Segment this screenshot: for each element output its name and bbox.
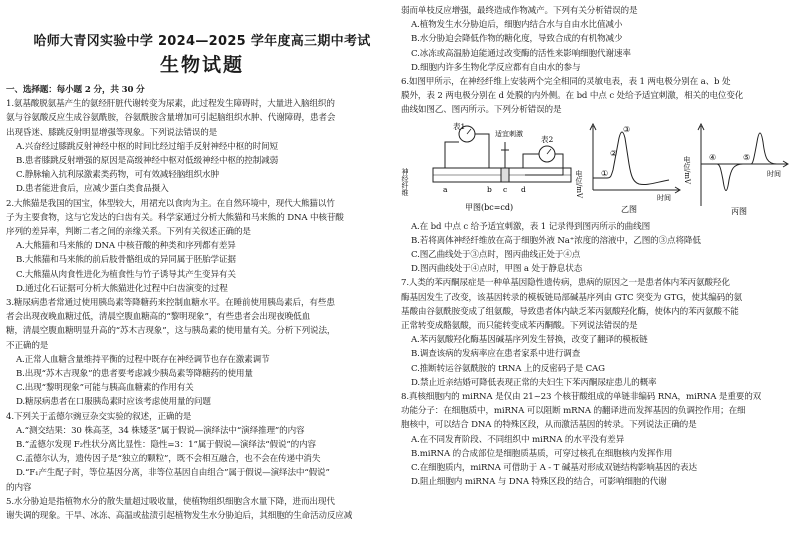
answer-option: C.大熊猫从肉食性进化为植食性与竹子诱导其产生变异有关 [16,269,236,280]
figure-c-caption: 丙图 [731,206,747,216]
right-top-question-text [401,4,791,118]
question-line: 糖，清晨空腹血糖明显升高的“苏木吉现象”，这与胰岛素的使用量有关。分析下列说法， [6,326,336,337]
figure-b-potential-curve [577,120,683,218]
answer-option: C.在细胞质内，miRNA 可借助于 A - T 碱基对形成双链结构影响基因的表达 [411,463,697,474]
question-line: 1.氨基酸脱氨基产生的氨经肝脏代谢转变为尿素，此过程发生障碍时，大量进入脑组织的 [6,99,335,110]
question-line: 出现昏迷、膝跳反射明显增强等现象。下列说法错误的是 [6,127,218,138]
question-line: 谢失调的现象。干旱、冰冻、高温或盐渍引起植物发生水分胁迫后，其细胞的生命活动反应减 [6,511,353,522]
question-line: 的内容 [6,482,32,493]
question-line: 7.人类的苯丙酮尿症是一种单基因隐性遗传病，患病的原因之一是患者体内苯丙氨酸羟化 [401,278,730,289]
figure-b-xlabel: 时间 [657,193,671,202]
answer-option: B.患者膝跳反射增强的原因是高级神经中枢对低级神经中枢的控制减弱 [16,156,279,167]
answer-option: A.苯丙氨酸羟化酶基因碱基序列发生替换，改变了翻译的模板链 [411,335,648,346]
question-line: 胞核中，可以结合 DNA 的特殊区段，从而激活基因的转录。下列说法正确的是 [401,420,697,431]
question-line: 2.大熊猫是我国的国宝，体型较大，用裙充以食肉为主。在自然环境中，现代大熊猫以竹 [6,198,335,209]
figure-row [401,120,791,218]
answer-option: D.“F₁产生配子时，等位基因分离，非等位基因自由组合”属于假说—演绎法中“假说” [16,468,330,479]
answer-option: A.大熊猫和马来熊的 DNA 中核苷酸的种类和序列都有差异 [16,241,236,252]
figure-b-caption: 乙图 [621,204,637,214]
figure-c-xlabel: 时间 [767,169,781,178]
answer-option: B.调查该病的发病率应在患者家系中进行调查 [411,349,581,360]
question-line: 一、选择题：每小题 2 分，共 30 分 [6,85,145,95]
answer-option: A.正常人血糖含量维持平衡的过程中既存在神经调节也存在激素调节 [16,354,270,365]
exam-title: 哈师大青冈实验中学 2024—2025 学年度高三期中考试 [33,34,371,49]
figure-c-mark-4: ④ [709,152,717,162]
answer-option: C.孟德尔认为，遗传因子是“独立的颗粒”，既不会相互融合，也不会在传递中消失 [16,454,321,465]
answer-option: B.miRNA 的合成部位是细胞质基质，可穿过核孔在细胞核内发挥作用 [411,448,673,459]
figure-c-ylabel: 电位/mV [683,155,691,184]
question-line: 基酸由谷氨酰胺变成了组氨酸，导致患者体内缺乏苯丙氨酸羟化酶，使体内的苯丙氨酸不能 [401,306,739,317]
answer-option: C.图乙曲线处于③点时，图丙曲线正处于④点 [411,250,581,261]
figure-a-caption: 甲图(bc=cd) [465,202,514,212]
question-line: 正常转变成酪氨酸，而只能转变成苯丙酮酸。下列说法错误的是 [401,321,638,332]
answer-option: B.大熊猫和马来熊的前后肢骨骼组成的异同属于胚胎学证据 [16,255,236,266]
meter-2-label: 表2 [541,134,554,144]
answer-option: D.禁止近亲结婚可降低表现正常的夫妇生下苯丙酮尿症患儿的概率 [411,377,657,388]
left-column [6,0,398,523]
question-line: 曲线如图乙、图丙所示。下列分析错误的是 [401,105,562,116]
answer-option: C.出现“黎明现象”可能与胰高血糖素的作用有关 [16,383,194,394]
point-d-label: d [521,184,526,194]
figure-b-mark-1: ① [601,168,609,178]
left-question-text [6,83,398,523]
point-a-label: a [443,184,448,194]
answer-option: D.患者能进食后，应减少蛋白类食品摄入 [16,184,169,195]
answer-option: A.“测交结果：30 株高茎，34 株矮茎”属于假说—演绎法中“演绎推理”的内容 [16,425,305,436]
question-line: 不正确的是 [6,340,49,351]
stimulus-label: 适宜刺激 [495,129,523,138]
question-line: 子为主要食物，这与它发达的臼齿有关。科学家通过分析大熊猫和马来熊的 DNA 中核苷酸 [6,212,344,223]
answer-option: C.静脉输入抗利尿激素类药物，可有效减轻脑组织水肿 [16,170,219,181]
answer-option: A.植物发生水分胁迫后，细胞内结合水与自由水比值减小 [411,20,623,31]
point-b-label: b [487,184,492,194]
figure-b-mark-3: ③ [623,124,631,134]
answer-option: B.若将离体神经纤维放在高于细胞外液 Na⁺浓度的溶液中，乙图的③点将降低 [411,235,701,246]
question-line: 膜外，表 2 两电极分别在 d 处膜的内外侧。在 bd 中点 c 处给予适宜刺激，相关的电位变化 [401,91,744,102]
question-line: 序列的差异率，判断二者之间的亲缘关系。下列有关叙述正确的是 [6,227,251,238]
figure-c-mark-5: ⑤ [743,152,751,162]
question-line: 6.如图甲所示，在神经纤维上安装两个完全相同的灵敏电表，表 1 两电极分别在 a、b 处 [401,77,731,88]
answer-option: D.糖尿病患者在口服胰岛素时应该考虑使用量的问题 [16,397,211,408]
figure-b-ylabel: 电位/mV [575,169,583,198]
answer-option: A.兴奋经过膝跳反射神经中枢的时间比经过缩手反射神经中枢的时间短 [16,141,278,152]
answer-option: B.“孟德尔发现 F₂性状分离比显性：隐性=3：1”属于假说—演绎法“假说”的内容 [16,440,316,451]
nerve-fiber-label: 神经纤维 [401,167,409,196]
answer-option: D.细胞内许多生物化学反应都有自由水的参与 [411,62,581,73]
figure-a-nerve-diagram [401,120,573,218]
question-line: 3.糖尿病患者常通过使用胰岛素等降糖药来控制血糖水平。在睡前使用胰岛素后，有些患 [6,298,335,309]
right-column [401,0,791,489]
answer-option: D.通过化石证据可分析大熊猫进化过程中臼齿演变的过程 [16,283,228,294]
answer-option: D.阻止细胞内 miRNA 与 DNA 特殊区段的结合，可影响细胞的代谢 [411,477,667,488]
answer-option: A.在不同发育阶段、不同组织中 miRNA 的水平没有差异 [411,434,625,445]
question-line: 氨与谷氨酸反应生成谷氨酰胺，谷氨酰胺含量增加可引起脑组织水肿、代谢障碍，患者会 [6,113,336,124]
right-bottom-question-text [401,220,791,490]
question-line: 功能分子：在细胞质中，miRNA 可以阻断 mRNA 的翻译进而发挥基因的负调控作用；在细 [401,406,746,417]
question-line: 弱而单枝反应增强，最终造成作物减产。下列有关分析错误的是 [401,6,638,16]
answer-option: C.推断转运谷氨酰胺的 tRNA 上的反密码子是 CAG [411,363,605,374]
question-line: 5.水分胁迫是指植物水分的散失量超过吸收量，使植物组织细胞含水量下降，进而出现代 [6,496,335,507]
question-line: 酶基因发生了改变，该基因转录的模板链局部碱基序列由 GTC 突变为 GTG，使其编码的氨 [401,292,743,303]
figure-c-potential-curve [683,120,791,218]
answer-option: B.水分胁迫会降低作物的糖化度，导致合成的有机物减少 [411,34,623,45]
answer-option: C.冰冻或高温胁迫能通过改变酶的活性来影响细胞代谢速率 [411,48,631,59]
answer-option: A.在 bd 中点 c 给予适宜刺激，表 1 记录得到图丙所示的曲线图 [411,221,651,232]
figure-b-mark-2: ② [610,148,618,158]
meter-1-label: 表1 [453,121,466,131]
answer-option: D.图丙曲线处于④点时，甲图 a 处于静息状态 [411,264,583,275]
question-line: 者会出现夜晚血糖过低，清晨空腹血糖高的“黎明现象”，有些患者会出现夜晚低血 [6,312,311,323]
answer-option: B.出现“苏木吉现象”的患者要考虑减少胰岛素等降糖药的使用量 [16,369,253,380]
question-line: 4.下列关于孟德尔豌豆杂交实验的叙述，正确的是 [6,411,192,422]
point-c-label: c [503,184,508,194]
question-line: 8.真核细胞内的 miRNA 是仅由 21~23 个核苷酸组成的单链非编码 RNA，miRNA 是重要的双 [401,392,762,403]
subject-title: 生物试题 [159,54,244,76]
